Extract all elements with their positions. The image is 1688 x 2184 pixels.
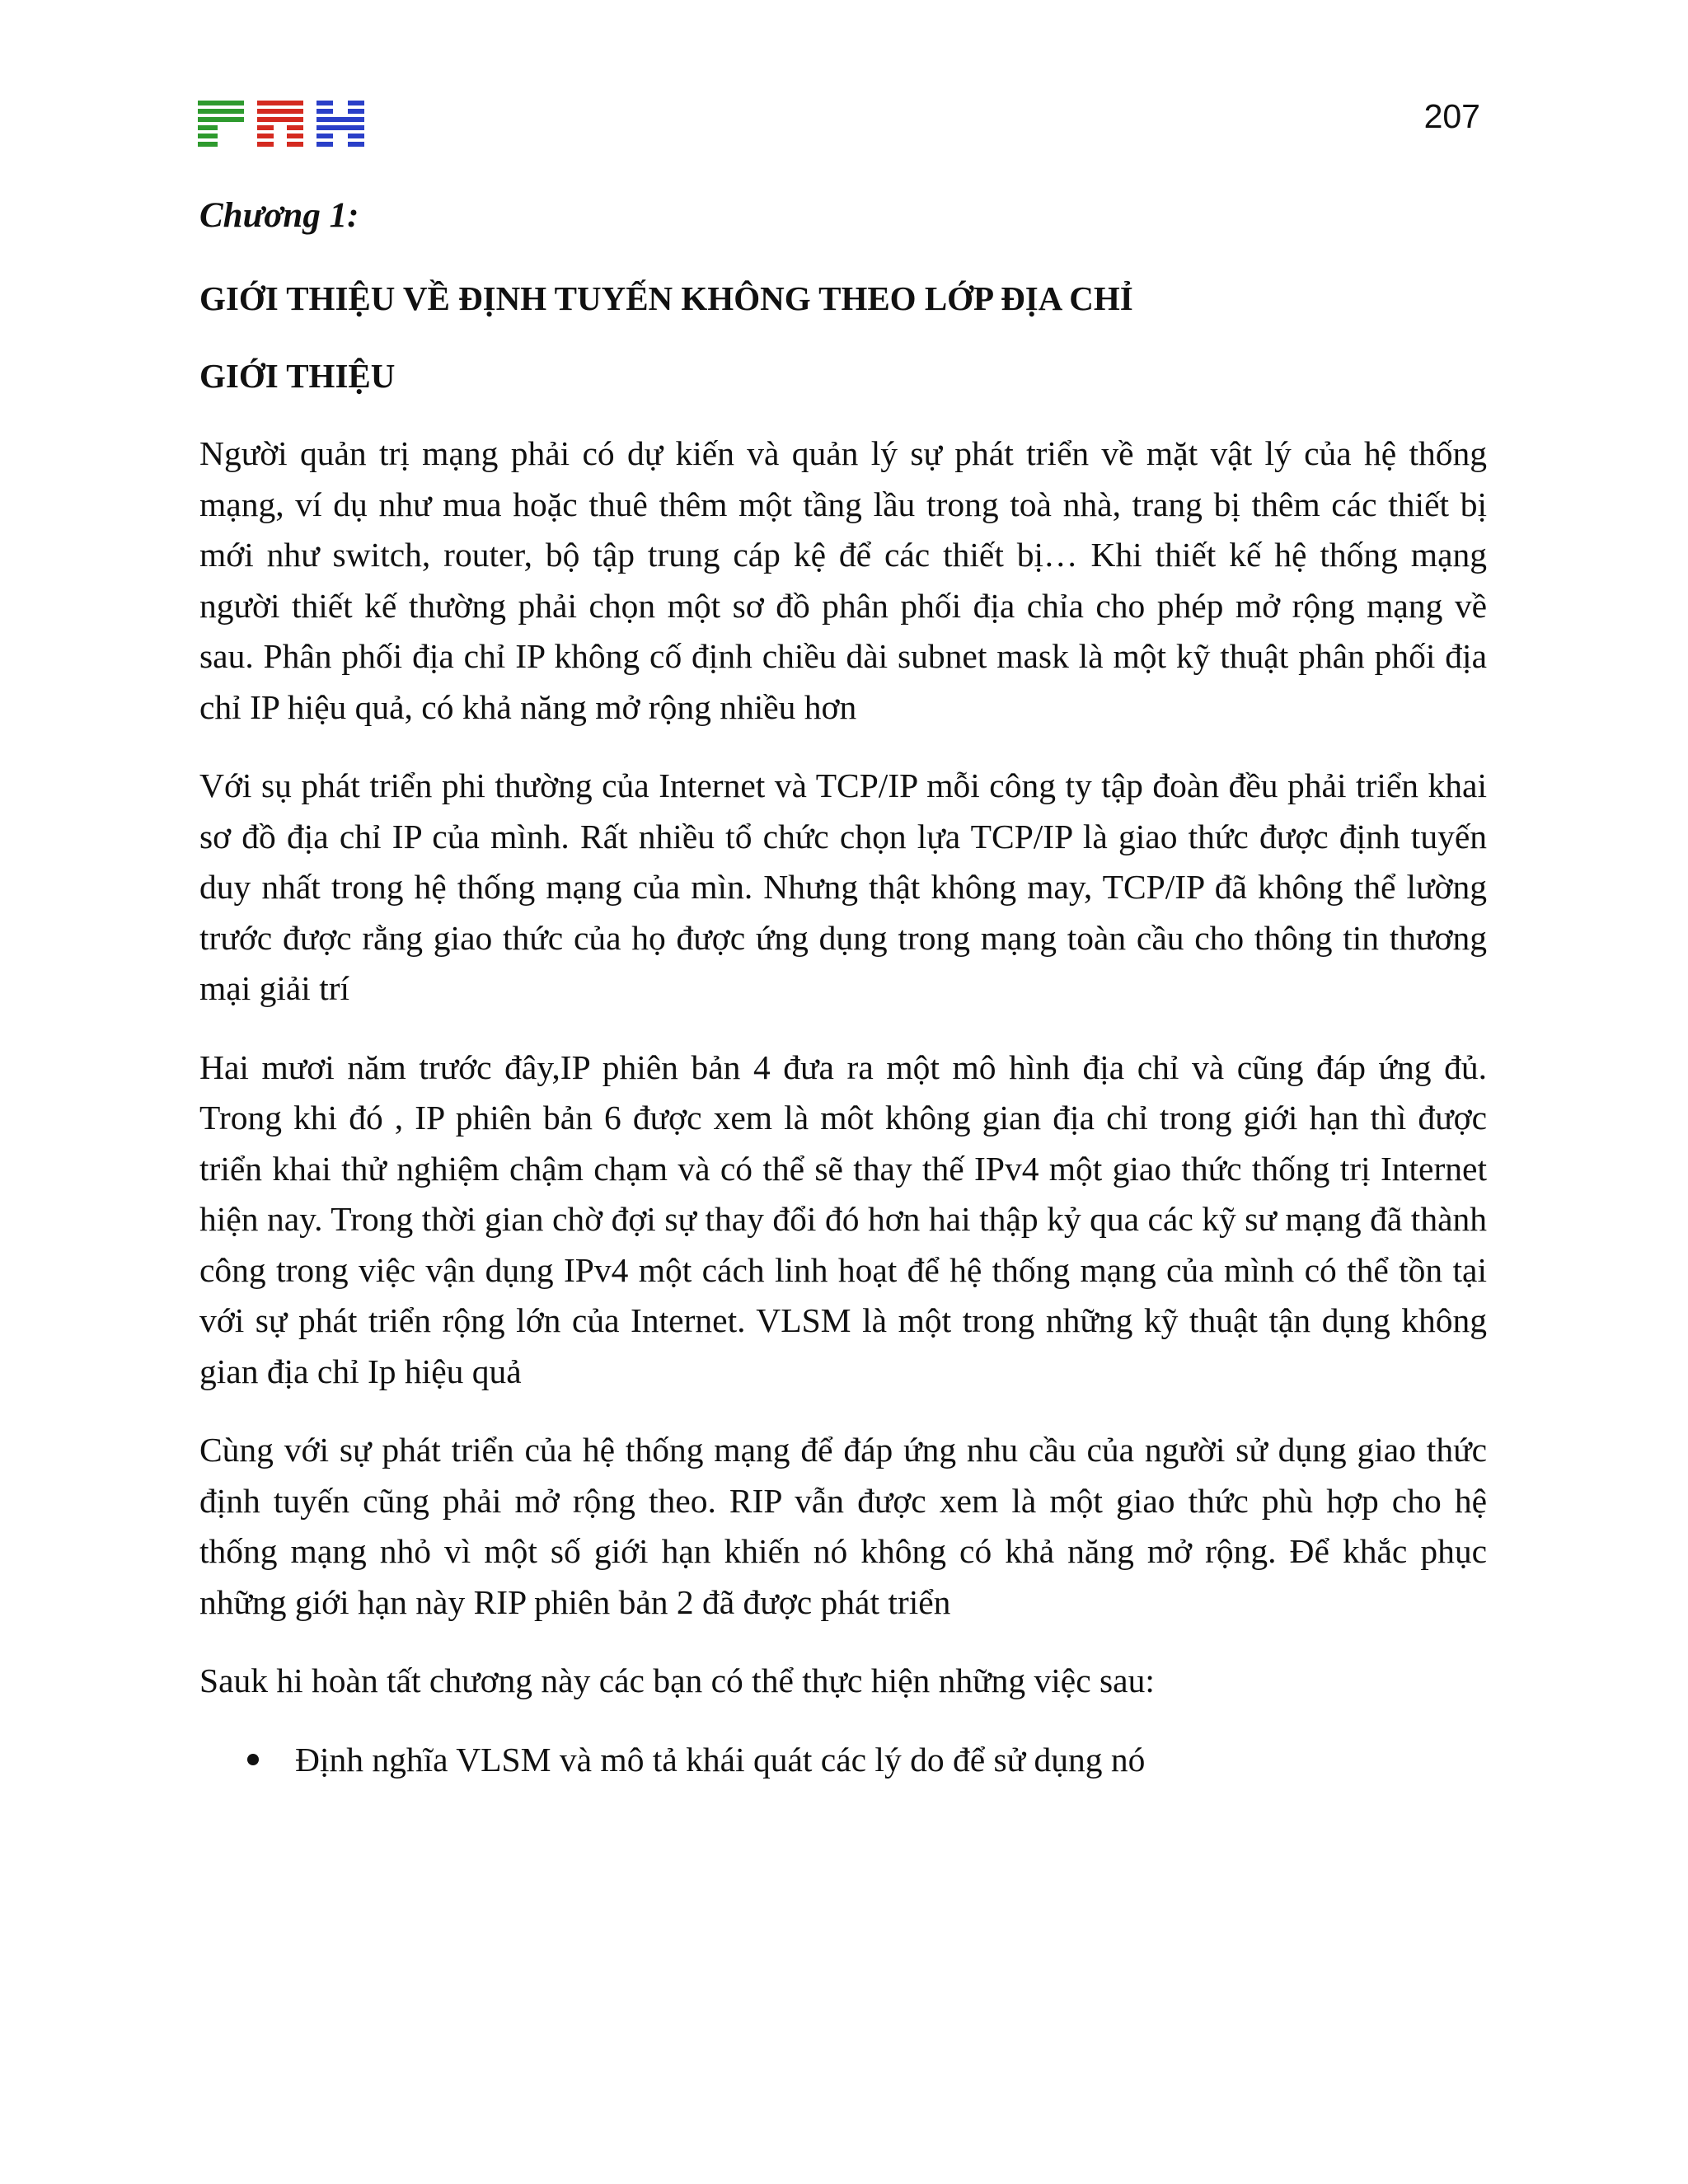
logo-letter-p [198, 101, 244, 147]
list-item [199, 1735, 1487, 1786]
logo-letter-h [316, 101, 364, 147]
pnh-logo [198, 101, 364, 147]
body-paragraph: Cùng với sự phát triển của hệ thống mạng để đáp ứng nhu cầu của người sử dụng giao thức định tuyến cũng phải mở rộng theo. RIP vẫn được xem là một giao thức phù hợp cho hệ thống mạng nhỏ vì một số giới hạn khiến nó không có khả năng mở rộng. Để khắc phục những giới hạn này RIP phiên bản 2 đã được phát triển [199, 1431, 1487, 1621]
body-paragraph: Hai mươi năm trước đây,IP phiên bản 4 đưa ra một mô hình địa chỉ và cũng đáp ứng đủ. Trong khi đó , IP phiên bản 6 được xem là môt không gian địa chỉ trong giới hạn thì được triển khai thử nghiệm chậm chạm và có thể sẽ thay thế IPv4 một giao thức thống trị Internet hiện nay. Trong thời gian chờ đợi sự thay đổi đó hơn hai thập kỷ qua các kỹ sư mạng đã thành công trong việc vận dụng IPv4 một cách linh hoạt để hệ thống mạng của mình có thể tồn tại với sự phát triển rộng lớn của Internet. VLSM là một trong những kỹ thuật tận dụng không gian địa chỉ Ip hiệu quả [199, 1047, 1487, 1390]
chapter-label: Chương 1: [199, 196, 359, 235]
body-paragraph: Sauk hi hoàn tất chương này các bạn có thể thực hiện những việc sau: [199, 1661, 1155, 1699]
list-item-text: Định nghĩa VLSM và mô tả khái quát các lý do để sử dụng nó [295, 1740, 1146, 1779]
logo-letter-n [257, 101, 303, 147]
bullet-icon [247, 1754, 259, 1765]
objectives-list [199, 1735, 1487, 1786]
section-title: GIỚI THIỆU [199, 357, 396, 395]
page-content [199, 191, 1487, 1785]
chapter-title: GIỚI THIỆU VỀ ĐỊNH TUYẾN KHÔNG THEO LỚP ĐỊA CHỈ [199, 279, 1133, 317]
body-paragraph: Với sụ phát triển phi thường của Internet và TCP/IP mỗi công ty tập đoàn đều phải triển khai sơ đồ địa chỉ IP của mình. Rất nhiều tổ chức chọn lựa TCP/IP là giao thức được định tuyến duy nhất trong hệ thống mạng của mìn. Nhưng thật không may, TCP/IP đã không thể lường trước được rằng giao thức của họ được ứng dụng trong mạng toàn cầu cho thông tin thương mại giải trí [199, 766, 1487, 1007]
body-paragraph: Người quản trị mạng phải có dự kiến và quản lý sự phát triển về mặt vật lý của hệ thống mạng, ví dụ như mua hoặc thuê thêm một tầng lầu trong toà nhà, trang bị thêm các thiết bị mới như switch, router, bộ tập trung cáp kệ để các thiết bị… Khi thiết kế hệ thống mạng người thiết kế thường phải chọn một sơ đồ phân phối địa chỉa cho phép mở rộng mạng về sau. Phân phối địa chỉ IP không cố định chiều dài subnet mask là một kỹ thuật phân phối địa chỉ IP hiệu quả, có khả năng mở rộng nhiều hơn [199, 434, 1487, 726]
page-number: 207 [1423, 97, 1480, 135]
